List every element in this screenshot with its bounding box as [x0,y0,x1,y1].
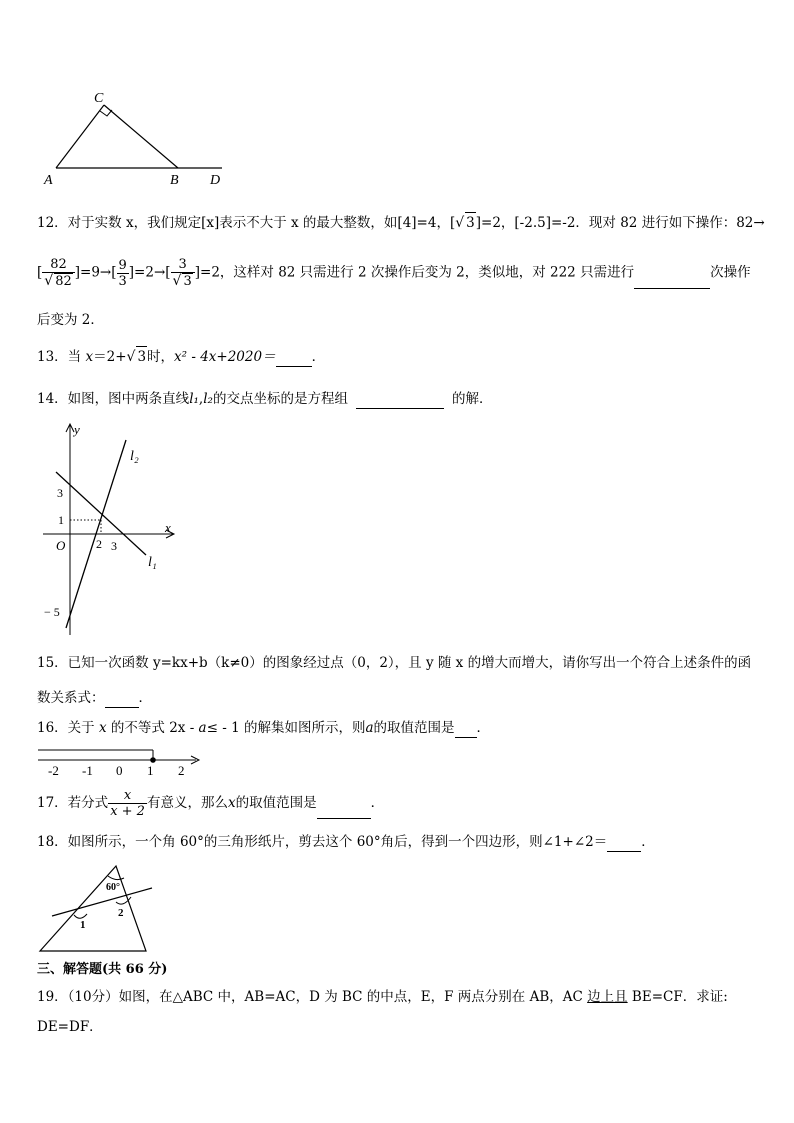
q19-pre: 19．（10分）如图，在△ABC 中，AB=AC，D 为 BC 的中点，E，F 两点分别在 AB，AC [37,989,588,1005]
q15-answer-blank[interactable] [105,693,139,708]
graph-x-label: x [165,520,171,535]
q14-l2: l₂ [203,391,213,407]
q17-den: x + 2 [110,804,145,819]
graph-l1-label: l₁ [148,555,157,570]
q12-fraction-1 [42,257,74,289]
q16-post: 的取值范围是 [373,720,455,736]
frac3-den: √ 3 [172,273,192,289]
q19-underlined: 边上且 [587,989,628,1005]
tick-label-0: 0 [116,763,123,778]
question-19-line-1 [37,987,728,1007]
q19-post: BE=CF．求证: [627,989,728,1005]
q14-pre: 14．如图，图中两条直线 [37,391,190,407]
graph-y-label: y [74,422,80,437]
q17-answer-blank[interactable] [317,804,371,819]
q13-pre: 13．当 [37,349,86,365]
q13-x: x [85,349,94,365]
q16-a: a [198,720,207,736]
q14-sep: , [198,391,204,407]
question-17 [37,788,384,819]
graph-tick-2: 2 [96,537,102,551]
frac1-den-radicand: 82 [55,274,72,289]
q17-x: x [227,795,236,811]
q16-x: x [98,720,107,736]
q16-a2: a [365,720,374,736]
q12-text-b: ]=2，[-2.5]=-2．现对 82 进行如下操作：82→ [475,215,765,231]
question-13 [37,346,325,367]
q17-end: ． [370,795,385,811]
tick-label-2: 2 [178,763,185,778]
section-3-heading: 三、解答题(共 66 分) [37,962,168,977]
graph-l2-label: l₂ [130,449,139,464]
q12-eq3b: 次操作 [710,264,751,281]
q13-sqrt: 3 [136,346,147,367]
vertex-b-label: B [170,173,179,188]
graph-tick-m5: − 5 [44,605,60,619]
frac2-den: 3 [118,273,127,289]
q16-number-line [36,748,206,778]
question-12-line-1 [37,212,765,233]
q12-eq3: ]=2，这样对 82 只需进行 2 次操作后变为 2，类似地，对 222 只需进行 [194,264,635,281]
tick-label-1: 1 [147,763,154,778]
q12-eq1: ]=9→[ [74,264,117,281]
q18-text: 18．如图所示，一个角 60°的三角形纸片，剪去这个 60°角后，得到一个四边形，则∠1+∠2＝ [37,834,608,850]
q17-pre: 17．若分式 [37,795,109,811]
q14-answer-blank[interactable] [356,394,444,409]
question-14 [37,389,492,409]
q16-mid: 的不等式 2x - [110,720,199,736]
frac2-num: 9 [118,257,127,273]
q15-end: ． [138,690,152,706]
question-18 [37,832,655,852]
q13-post: 时， [147,349,175,365]
triangle-figure-11 [40,88,230,188]
question-16 [37,718,490,738]
q16-end: ． [476,720,491,736]
angle-1-label: 1 [80,919,86,931]
q13-answer-blank[interactable] [276,352,312,367]
tick-label-neg1: -1 [82,763,93,778]
question-12-line-2: [ $\frac{82}{√ 82}$ ]=9→[ $\frac{9}{3}$ ]=2→[ $\frac{3}{√ 3}$ ]=2，这样对 82 只需进行 2 次操作后变为 2，类似地，对 222 只需进行 次操作 [37,257,751,289]
graph-tick-1: 1 [58,513,64,527]
q13-eq: ＝2+ [93,349,127,365]
q18-end: ． [641,834,655,850]
frac3-den-radicand: 3 [183,274,192,289]
q12-eq2: ]=2→[ [128,264,171,281]
q16-pre: 16．关于 [37,720,95,736]
graph-tick-3x: 3 [111,539,117,553]
q16-ineq: ≤ - 1 的解集如图所示，则 [206,720,366,736]
q15-text: 数关系式： [37,690,105,706]
q12-text-a: 12．对于实数 x，我们规定[x]表示不大于 x 的最大整数，如[4]=4，[ [37,215,456,231]
q14-line-graph [38,420,188,640]
q14-mid: 的交点坐标的是方程组 [212,391,348,407]
q13-end: ． [311,349,326,365]
angle-2-label: 2 [118,907,124,919]
angle-60-label: 60° [106,882,120,893]
q18-answer-blank[interactable] [607,837,641,852]
tick-label-neg2: -2 [48,763,59,778]
q12-fraction-3 [171,257,195,289]
q16-answer-blank[interactable] [455,723,477,738]
q17-mid: 有意义，那么 [146,795,228,811]
q12-fraction-2 [117,258,129,289]
question-19-line-2: DE=DF． [37,1019,103,1035]
graph-tick-3: 3 [57,486,63,500]
question-15-line-1: 15．已知一次函数 y=kx+b（k≠0）的图象经过点（0，2），且 y 随 x 的增大而增大，请你写出一个符合上述条件的函 [37,655,752,671]
graph-origin-label: O [56,538,66,553]
q12-sqrt3: 3 [465,212,476,233]
q14-post: 的解． [451,391,493,407]
vertex-d-label: D [210,173,221,188]
q18-triangle-figure [36,858,166,958]
vertex-c-label: C [94,91,104,106]
frac3-num: 3 [171,257,195,273]
vertex-a-label: A [44,173,53,188]
frac1-den: √ 82 [44,273,72,289]
q12-answer-blank[interactable] [634,274,710,289]
q17-fraction [108,788,147,819]
frac1-num: 82 [42,257,74,273]
q14-l1: l₁ [189,391,199,407]
q17-num: x [108,788,147,804]
sqrt-sign: √ [126,349,136,365]
question-15-line-2 [37,688,152,708]
sqrt-sign: √ [455,215,465,231]
q13-expr: x² - 4x+2020＝ [174,349,276,365]
question-12-line-3: 后变为 2． [37,312,104,328]
q17-post: 的取值范围是 [235,795,317,811]
